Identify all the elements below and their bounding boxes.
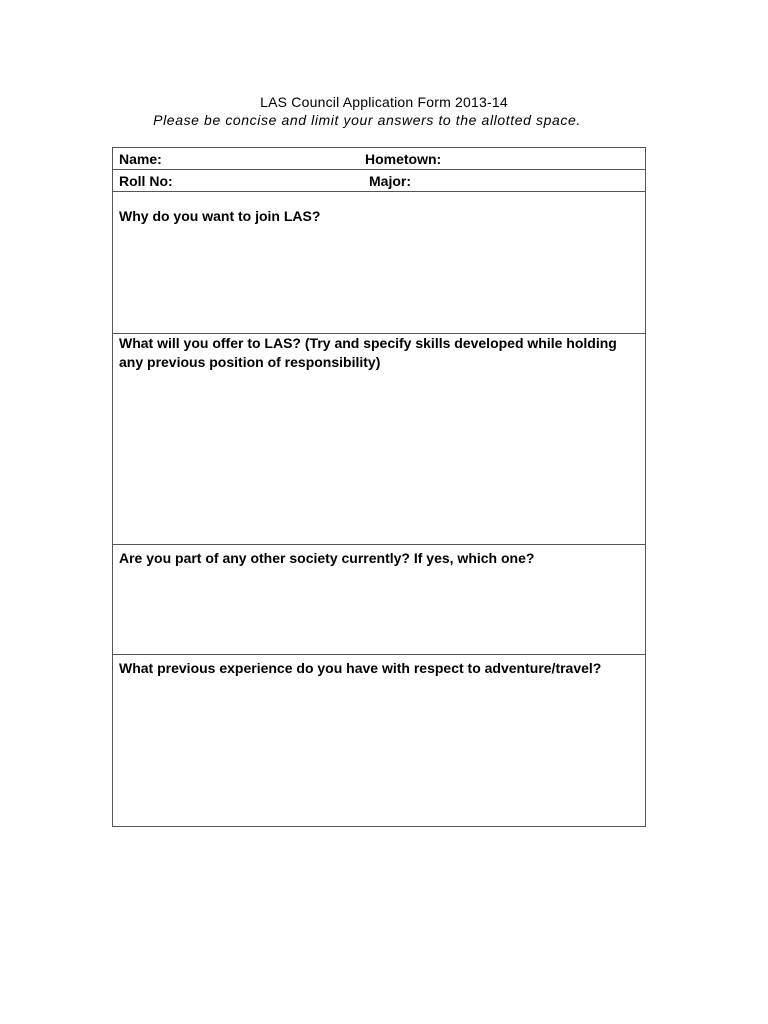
application-form-table <box>112 147 646 827</box>
question-row-offer <box>113 334 645 545</box>
row-roll-major <box>113 170 645 192</box>
question-adventure-experience: What previous experience do you have with respect to adventure/travel? <box>119 660 602 676</box>
row-name-hometown <box>113 148 645 170</box>
question-other-society: Are you part of any other society currently? If yes, which one? <box>119 550 535 566</box>
major-label: Major: <box>369 173 411 189</box>
question-join-las: Why do you want to join LAS? <box>119 208 321 224</box>
form-subtitle: Please be concise and limit your answers to the allotted space. <box>153 112 581 128</box>
roll-no-label: Roll No: <box>119 173 173 189</box>
hometown-label: Hometown: <box>365 151 442 167</box>
name-label: Name: <box>119 151 162 167</box>
form-title: LAS Council Application Form 2013-14 <box>260 94 508 110</box>
question-offer-las: What will you offer to LAS? (Try and specify skills developed while holding any previous position of responsibility) <box>119 335 617 370</box>
question-row-join <box>113 192 645 334</box>
question-row-experience <box>113 655 645 826</box>
question-row-society <box>113 545 645 655</box>
